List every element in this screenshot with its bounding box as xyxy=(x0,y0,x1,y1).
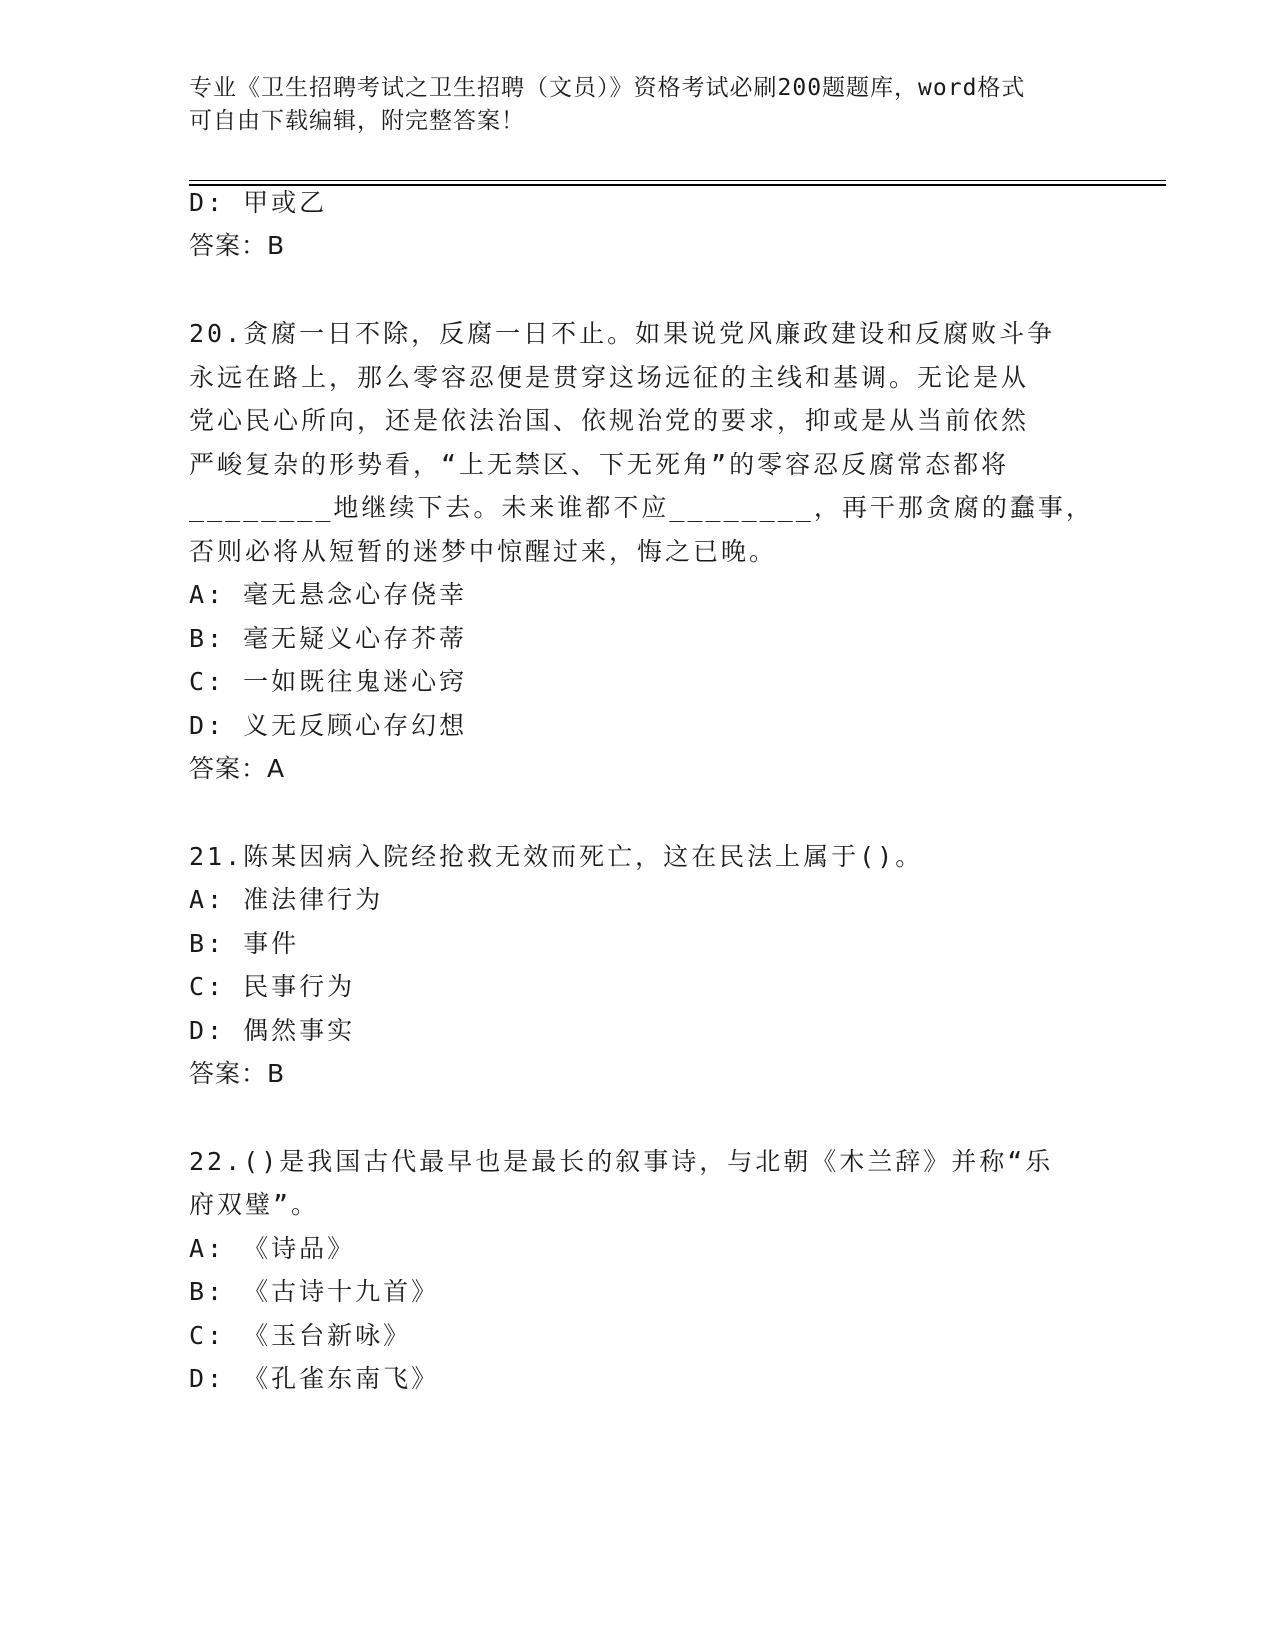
prev-option-d: D: 甲或乙 xyxy=(189,188,328,217)
header-divider-thick xyxy=(189,184,1166,186)
q22-option-a: A: 《诗品》 xyxy=(189,1234,356,1263)
q22-stem-line-2: 府双璧”。 xyxy=(189,1190,320,1219)
q20-stem-line-3: 党心民心所向，还是依法治国、依规治党的要求，抑或是从当前依然 xyxy=(189,406,1030,435)
q21-stem: 21.陈某因病入院经抢救无效而死亡，这在民法上属于()。 xyxy=(189,842,924,871)
q20-option-c: C: 一如既往鬼迷心窍 xyxy=(189,667,468,696)
q20-stem-line-4: 严峻复杂的形势看，“上无禁区、下无死角”的零容忍反腐常态都将 xyxy=(189,450,1010,479)
header-line-2: 可自由下载编辑，附完整答案！ xyxy=(189,108,525,134)
q20-answer: 答案：A xyxy=(189,754,286,783)
q21-option-b: B: 事件 xyxy=(189,929,300,958)
header-divider-thin xyxy=(189,180,1166,181)
q21-option-d: D: 偶然事实 xyxy=(189,1016,356,1045)
q20-option-d: D: 义无反顾心存幻想 xyxy=(189,711,468,740)
q22-option-b: B: 《古诗十九首》 xyxy=(189,1277,440,1306)
q21-option-c: C: 民事行为 xyxy=(189,972,356,1001)
q20-stem-line-5: ________地继续下去。未来谁都不应________，再干那贪腐的蠢事， xyxy=(189,493,1094,522)
q20-option-a: A: 毫无悬念心存侥幸 xyxy=(189,580,468,609)
document-header xyxy=(189,72,1089,138)
q22-option-c: C: 《玉台新咏》 xyxy=(189,1321,412,1350)
q20-stem-line-2: 永远在路上，那么零容忍便是贯穿这场远征的主线和基调。无论是从 xyxy=(189,363,1030,392)
q20-stem-line-6: 否则必将从短暂的迷梦中惊醒过来，悔之已晚。 xyxy=(189,537,778,566)
prev-answer: 答案：B xyxy=(189,231,286,260)
q20-option-b: B: 毫无疑义心存芥蒂 xyxy=(189,624,468,653)
header-line-1: 专业《卫生招聘考试之卫生招聘（文员）》资格考试必刷200题题库，word格式 xyxy=(189,75,1026,101)
q20-stem-line-1: 20.贪腐一日不除，反腐一日不止。如果说党风廉政建设和反腐败斗争 xyxy=(189,319,1056,348)
q22-option-d: D: 《孔雀东南飞》 xyxy=(189,1364,440,1393)
q21-answer: 答案：B xyxy=(189,1059,286,1088)
q21-option-a: A: 准法律行为 xyxy=(189,885,384,914)
q22-stem-line-1: 22.()是我国古代最早也是最长的叙事诗，与北朝《木兰辞》并称“乐 xyxy=(189,1147,1054,1176)
